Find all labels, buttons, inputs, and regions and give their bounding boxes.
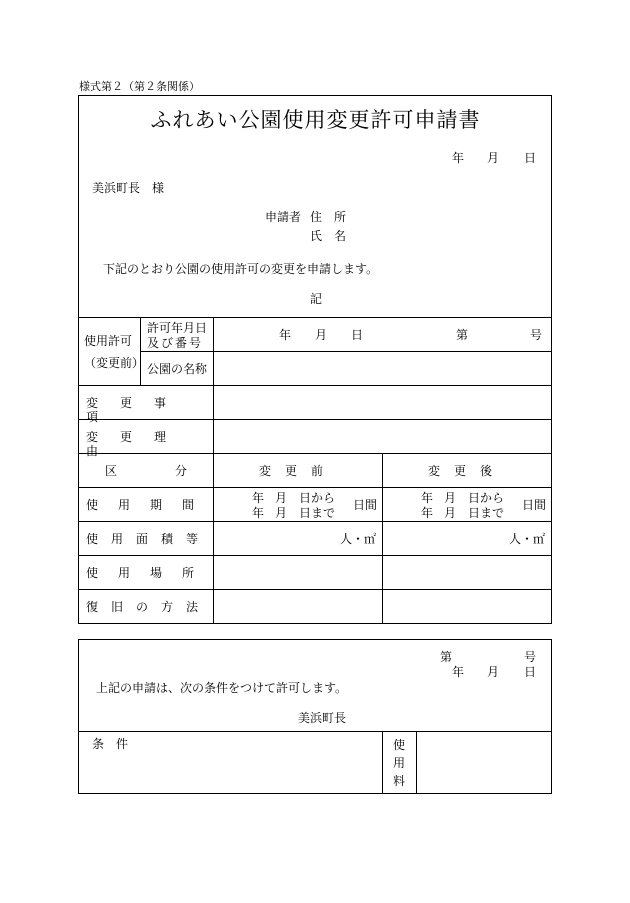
before-area-unit: 人・㎡: [340, 532, 377, 546]
header-date-year: 年: [452, 151, 465, 165]
permit-date-month: 月: [315, 328, 328, 342]
header-date-day: 日: [524, 151, 537, 165]
approval-day: 日: [524, 665, 537, 679]
rule-fee-label-split: [416, 731, 417, 794]
usage-period-label: 使用期間: [86, 498, 215, 512]
fee-label-2: 用: [393, 756, 406, 770]
rule-row-5: [78, 521, 552, 522]
usage-place-label: 使用場所: [86, 566, 215, 580]
approval-issuer: 美浜町長: [298, 711, 347, 725]
permit-date-number-label-1: 許可年月日: [147, 321, 208, 335]
permit-number-suffix: 号: [530, 328, 543, 342]
change-items-label: 変更事項: [86, 396, 189, 424]
approval-text: 上記の申請は、次の条件をつけて許可します。: [96, 681, 348, 695]
rule-row-4: [78, 487, 552, 488]
after-from-year: 年: [421, 491, 434, 505]
rule-conditions-fee-split: [382, 731, 383, 794]
form-title: ふれあい公園使用変更許可申請書: [150, 108, 481, 132]
form-label: 様式第２（第２条関係）: [79, 80, 200, 93]
before-from-year: 年: [252, 491, 265, 505]
header-date-month: 月: [487, 151, 500, 165]
usage-area-label: 使用面積等: [86, 532, 212, 546]
intro-text: 下記のとおり公園の使用許可の変更を申請します。: [103, 262, 379, 276]
before-to-day: 日まで: [299, 506, 336, 520]
before-days: 日間: [353, 498, 378, 512]
after-days: 日間: [522, 498, 547, 512]
conditions-label: 条 件: [92, 737, 129, 751]
applicant-address-label: 住 所: [310, 210, 347, 224]
after-to-year: 年: [421, 506, 434, 520]
applicant-label: 申請者: [265, 210, 302, 224]
rule-row-1: [78, 385, 552, 386]
rule-row-7: [78, 589, 552, 590]
addressee: 美浜町長 様: [92, 181, 165, 195]
approval-number-suffix: 号: [524, 650, 537, 664]
approval-month: 月: [487, 665, 500, 679]
permit-date-year: 年: [279, 328, 292, 342]
after-area-unit: 人・㎡: [509, 532, 546, 546]
after-from-month: 月: [444, 491, 457, 505]
before-from-day: 日から: [299, 491, 336, 505]
rule-permit-mid: [140, 351, 552, 352]
after-from-day: 日から: [468, 491, 505, 505]
before-header: 変更前: [259, 464, 338, 478]
rule-row-6: [78, 555, 552, 556]
before-from-month: 月: [275, 491, 288, 505]
after-header: 変更後: [428, 464, 507, 478]
category-header: 区分: [105, 464, 246, 478]
permit-date-day: 日: [351, 328, 364, 342]
after-to-day: 日まで: [468, 506, 505, 520]
approval-year: 年: [452, 665, 465, 679]
restore-method-label: 復旧の方法: [86, 600, 212, 614]
before-to-year: 年: [252, 506, 265, 520]
permit-before-label-1: 使用許可: [84, 334, 133, 348]
rule-before-after-split: [382, 453, 383, 624]
rule-permit-split: [140, 317, 141, 385]
permit-number-prefix: 第: [456, 328, 469, 342]
change-reason-label: 変更理由: [86, 430, 189, 458]
rule-conditions-top: [78, 731, 552, 732]
permit-before-label-2: （変更前）: [84, 356, 145, 370]
applicant-name-label: 氏 名: [310, 229, 347, 243]
after-to-month: 月: [444, 506, 457, 520]
approval-number-prefix: 第: [440, 650, 453, 664]
park-name-label: 公園の名称: [147, 362, 208, 376]
fee-label-3: 料: [393, 774, 406, 788]
fee-label-1: 使: [393, 738, 406, 752]
rule-table-top: [78, 317, 552, 318]
permit-date-number-label-2: 及び番号: [147, 336, 204, 350]
before-to-month: 月: [275, 506, 288, 520]
ki-label: 記: [310, 292, 323, 306]
